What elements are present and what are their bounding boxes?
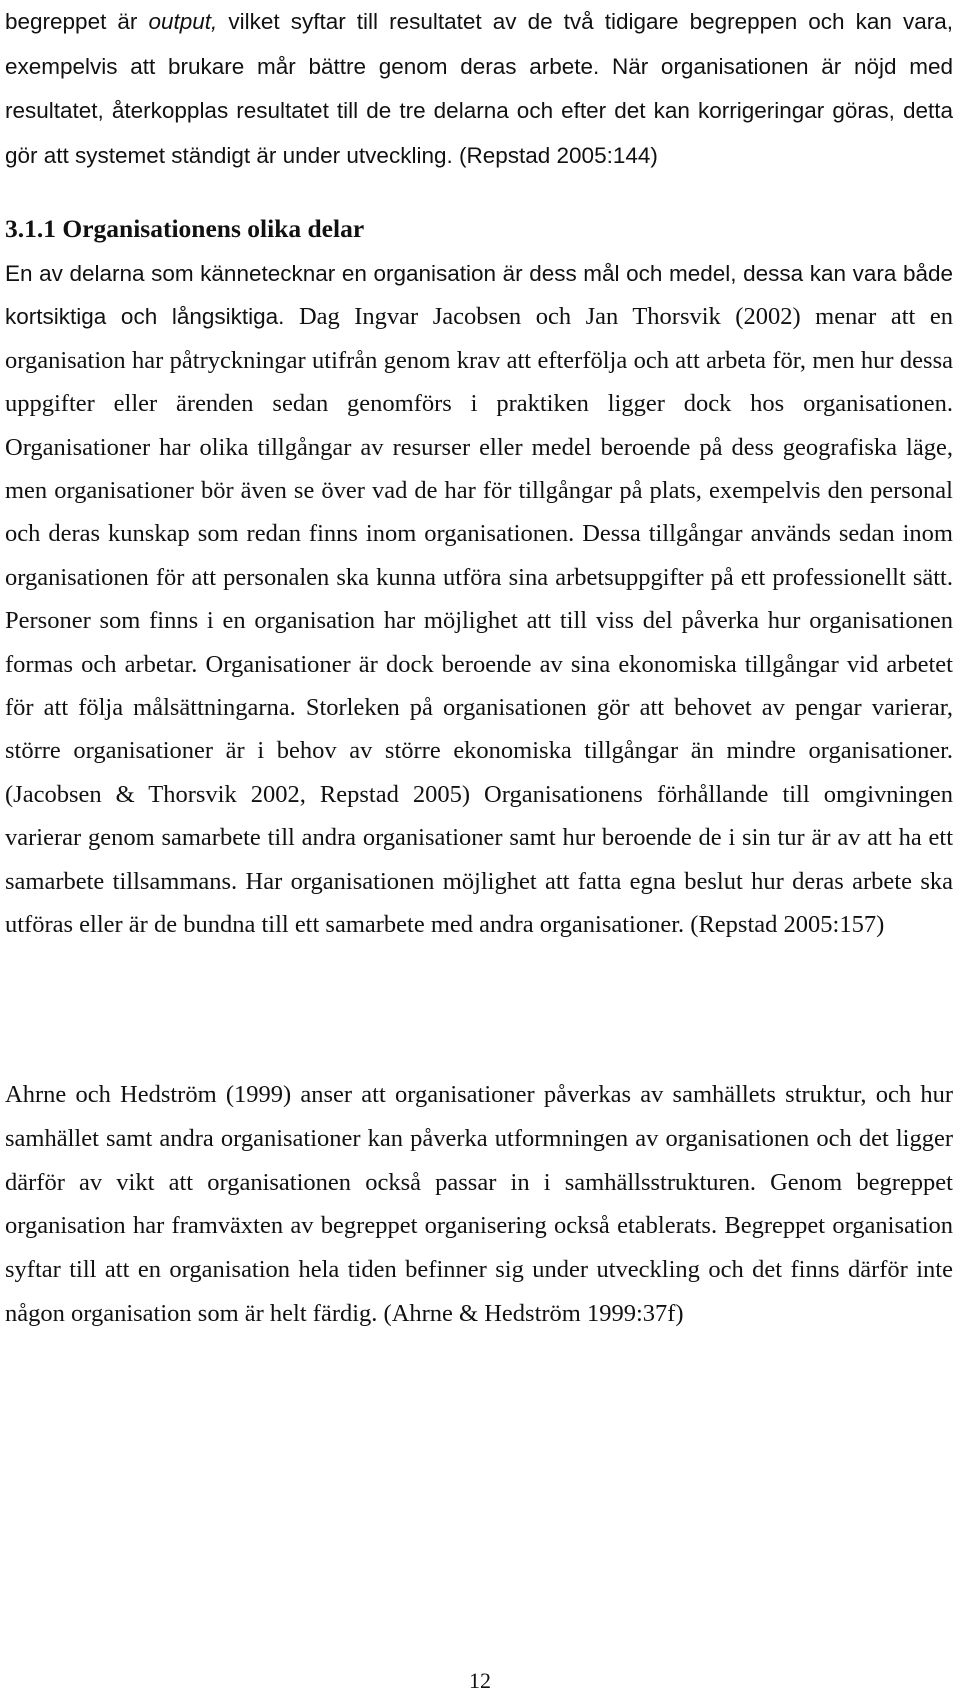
body-paragraph-1 (5, 252, 953, 947)
intro-paragraph (5, 0, 953, 178)
section-heading: 3.1.1 Organisationens olika delar (5, 214, 365, 243)
intro-term-output: output, (148, 9, 218, 34)
body-paragraph-2: Ahrne och Hedström (1999) anser att organisationer påverkas av samhällets struktur, och hur samhället samt andra organisationer kan påverka utformningen av organisationen och det ligger därför av vikt att organisationen också passar in i samhällsstrukturen. Genom begreppet organisation har framväxten av begreppet organisering också etablerats. Begreppet organisation syftar till att en organisation hela tiden befinner sig under utveckling och det finns därför inte någon organisation som är helt färdig. (Ahrne & Hedström 1999:37f) (5, 1081, 953, 1327)
intro-lead: begreppet är (5, 9, 149, 34)
page-number: 12 (469, 1668, 491, 1693)
paragraph-1-body: Dag Ingvar Jacobsen och Jan Thorsvik (2002) menar att en organisation har påtryckningar utifrån genom krav att efterfölja och att arbeta för, men hur dessa uppgifter eller ärenden sedan genomförs i praktiken ligger dock hos organisationen. Organisationer har olika tillgångar av resurser eller medel beroende på dess geografiska läge, men organisationer bör även se över vad de har för tillgångar på plats, exempelvis den personal och deras kunskap som redan finns inom organisationen. Dessa tillgångar används sedan inom organisationen för att personalen ska kunna utföra sina arbetsuppgifter på ett professionellt sätt. Personer som finns i en organisation har möjlighet att till viss del påverka hur organisationen formas och arbetar. Organisationer är dock beroende av sina ekonomiska tillgångar vid arbetet för att följa målsättningarna. Storleken på organisationen gör att behovet av pengar varierar, större organisationer är i behov av större ekonomiska tillgångar än mindre organisationer. (Jacobsen & Thorsvik 2002, Repstad 2005) Organisationens förhållande till omgivningen varierar genom samarbete till andra organisationer samt hur beroende de i sin tur är av att ha ett samarbete tillsammans. Har organisationen möjlighet att fatta egna beslut hur deras arbete ska utföras eller är de bundna till ett samarbete med andra organisationer. (Repstad 2005:157) (5, 303, 953, 939)
paragraph-1-lead: En av delarna som kännetecknar en organisation är dess mål och medel, dessa kan vara både kortsiktiga och långsiktiga. (5, 261, 953, 330)
intro-tail: vilket syftar till resultatet av de två tidigare begreppen och kan vara, exempelvis att brukare mår bättre genom deras arbete. När organisationen är nöjd med resultatet, återkopplas resultatet till de tre delarna och efter det kan korrigeringar göras, detta gör att systemet ständigt är under utveckling. (Repstad 2005:144) (5, 9, 953, 168)
